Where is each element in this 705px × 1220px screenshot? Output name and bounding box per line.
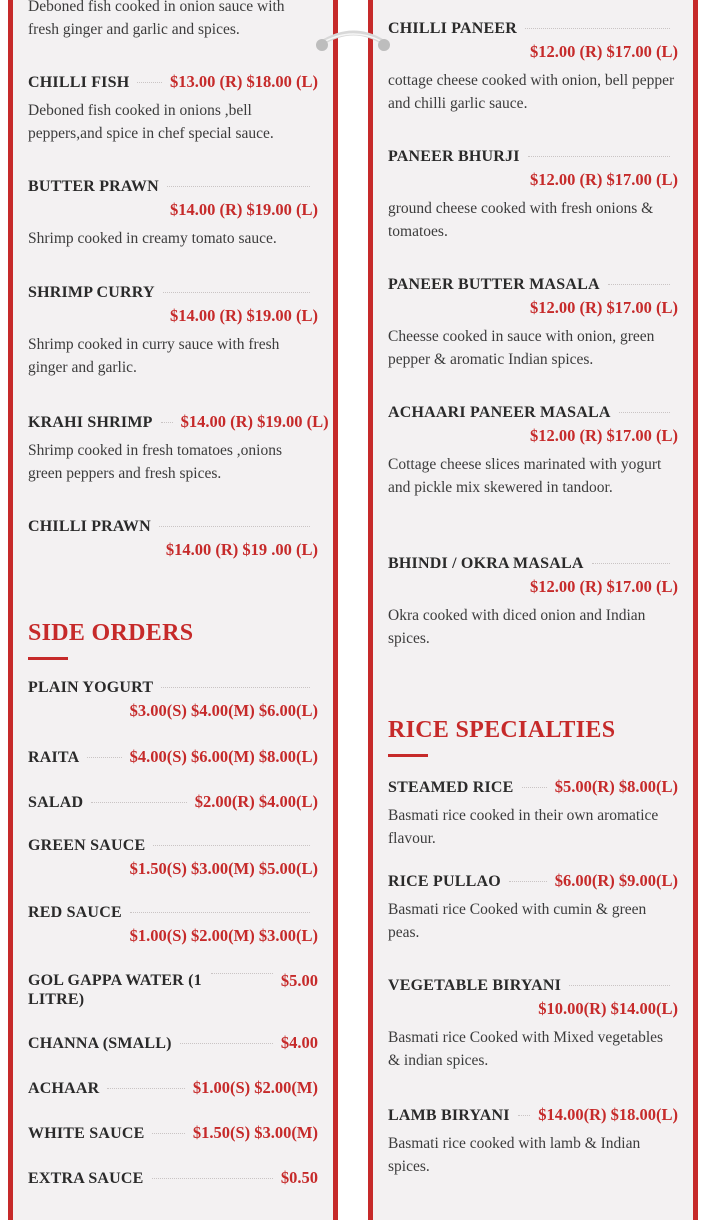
side-item-plain-yogurt — [28, 679, 318, 721]
menu-item-name: GREEN SAUCE — [28, 837, 146, 854]
menu-item-description: Basmati rice cooked with lamb & Indian spices. — [388, 1135, 641, 1175]
menu-item-price: $1.00(S) $2.00(M) — [192, 1078, 318, 1097]
menu-item-price: $5.00(R) $8.00(L) — [554, 777, 678, 796]
menu-item-price: $12.00 (R) $17.00 (L) — [529, 426, 678, 445]
leader-dots — [525, 28, 670, 29]
side-item-extra-sauce — [28, 1168, 318, 1188]
menu-item-chilli-prawn — [28, 518, 318, 560]
side-item-channa-small — [28, 1033, 318, 1053]
menu-item-description: ground cheese cooked with fresh onions & tomatoes. — [388, 200, 654, 240]
side-item-red-sauce — [28, 904, 318, 946]
leader-dots — [528, 156, 670, 157]
menu-item-price: $2.00(R) $4.00(L) — [194, 792, 318, 811]
menu-item-price: $13.00 (R) $18.00 (L) — [169, 72, 318, 91]
menu-column-right — [368, 0, 698, 1220]
menu-item-name: RAITA — [28, 749, 80, 766]
menu-item-description: Basmati rice Cooked with Mixed vegetables & indian spices. — [388, 1029, 664, 1069]
menu-item-price: $10.00(R) $14.00(L) — [538, 999, 678, 1018]
menu-item-name: BUTTER PRAWN — [28, 178, 159, 195]
section-title-side-orders: SIDE ORDERS — [28, 620, 194, 646]
leader-dots — [161, 687, 310, 688]
menu-item-name: SALAD — [28, 794, 84, 811]
section-title-rice-specialties: RICE SPECIALTIES — [388, 717, 616, 743]
leader-dots — [130, 912, 310, 913]
menu-item-description: Basmati rice Cooked with cumin & green peas. — [388, 901, 647, 941]
menu-item-description: Cheesse cooked in sauce with onion, green pepper & aromatic Indian spices. — [388, 328, 655, 368]
menu-item-paneer-butter-masala — [388, 276, 678, 371]
menu-item-price: $12.00 (R) $17.00 (L) — [529, 170, 678, 189]
menu-item-description: Shrimp cooked in fresh tomatoes ,onions green peppers and fresh spices. — [28, 442, 282, 482]
rice-item-vegetable-biryani — [388, 977, 678, 1072]
leader-dots — [180, 1043, 273, 1044]
menu-item-name: PLAIN YOGURT — [28, 679, 154, 696]
menu-item-achaari-paneer-masala — [388, 404, 678, 499]
menu-item-price: $6.00(R) $9.00(L) — [554, 871, 678, 890]
menu-item-price: $12.00 (R) $17.00 (L) — [529, 577, 678, 596]
rice-item-rice-pullao — [388, 871, 678, 944]
menu-item-price: $1.00(S) $2.00(M) $3.00(L) — [129, 926, 318, 945]
menu-item-chilli-paneer — [388, 20, 678, 115]
leader-dots — [569, 985, 670, 986]
leader-dots — [163, 292, 310, 293]
leader-dots — [522, 787, 547, 788]
leader-dots — [619, 412, 670, 413]
side-item-raita — [28, 747, 318, 767]
section-title-underline — [388, 754, 428, 757]
side-item-achaar — [28, 1078, 318, 1098]
menu-item-price: $4.00 — [280, 1033, 318, 1052]
leader-dots — [518, 1115, 531, 1116]
leader-dots — [107, 1088, 184, 1089]
leader-dots — [608, 284, 670, 285]
menu-item-name: RED SAUCE — [28, 904, 122, 921]
menu-item-name: EXTRA SAUCE — [28, 1170, 144, 1187]
leader-dots — [152, 1133, 184, 1134]
menu-item-chilli-fish — [28, 72, 318, 145]
menu-item-description: Shrimp cooked in creamy tomato sauce. — [28, 230, 277, 247]
menu-item-price: $14.00 (R) $19 .00 (L) — [165, 540, 318, 559]
leader-dots — [152, 1178, 273, 1179]
side-item-white-sauce — [28, 1123, 318, 1143]
menu-item-name: ACHAARI PANEER MASALA — [388, 404, 611, 421]
menu-item-description: Cottage cheese slices marinated with yogurt and pickle mix skewered in tandoor. — [388, 456, 662, 496]
menu-item-price: $4.00(S) $6.00(M) $8.00(L) — [129, 747, 318, 766]
menu-item-price: $14.00 (R) $19.00 (L) — [180, 412, 329, 431]
menu-item-name: GOL GAPPA WATER (1 LITRE) — [28, 972, 202, 1008]
menu-item-name: VEGETABLE BIRYANI — [388, 977, 562, 994]
menu-item-name: RICE PULLAO — [388, 873, 501, 890]
menu-item-butter-prawn — [28, 178, 318, 251]
menu-item-description: cottage cheese cooked with onion, bell pepper and chilli garlic sauce. — [388, 72, 675, 112]
menu-item-description: Deboned fish cooked in onions ,bell peppers,and spice in chef special sauce. — [28, 102, 274, 142]
rice-item-lamb-biryani — [388, 1105, 678, 1178]
menu-item-price: $14.00(R) $18.00(L) — [538, 1105, 678, 1124]
side-item-gol-gappa-water — [28, 971, 318, 1009]
section-title-underline — [28, 657, 68, 660]
menu-item-description: Shrimp cooked in curry sauce with fresh ginger and garlic. — [28, 336, 280, 376]
menu-item-name: PANEER BUTTER MASALA — [388, 276, 600, 293]
menu-item-price: $1.50(S) $3.00(M) — [192, 1123, 318, 1142]
menu-item-name: WHITE SAUCE — [28, 1125, 145, 1142]
menu-item-name: BHINDI / OKRA MASALA — [388, 555, 584, 572]
menu-item-krahi-shrimp — [28, 412, 329, 485]
menu-item-paneer-bhurji — [388, 148, 678, 243]
menu-item-price: $3.00(S) $4.00(M) $6.00(L) — [129, 701, 318, 720]
menu-item-name: KRAHI SHRIMP — [28, 414, 153, 431]
menu-item-name: SHRIMP CURRY — [28, 284, 155, 301]
menu-item-name: STEAMED RICE — [388, 779, 514, 796]
leader-dots — [592, 563, 670, 564]
menu-item-name: CHANNA (SMALL) — [28, 1035, 172, 1052]
leader-dots — [509, 881, 547, 882]
leader-dots — [153, 845, 310, 846]
menu-item-name: PANEER BHURJI — [388, 148, 520, 165]
menu-column-left — [8, 0, 338, 1220]
leader-dots — [167, 186, 310, 187]
side-item-salad — [28, 792, 318, 812]
menu-item-price: $1.50(S) $3.00(M) $5.00(L) — [129, 859, 318, 878]
rice-item-steamed-rice — [388, 777, 678, 850]
menu-item-price: $14.00 (R) $19.00 (L) — [169, 200, 318, 219]
menu-item-name: ACHAAR — [28, 1080, 100, 1097]
menu-item-name: LAMB BIRYANI — [388, 1107, 510, 1124]
menu-item-name: CHILLI PANEER — [388, 20, 517, 37]
menu-item-price: $12.00 (R) $17.00 (L) — [529, 42, 678, 61]
menu-item-price: $5.00 — [280, 971, 318, 990]
leader-dots — [91, 802, 186, 803]
menu-item-description: Okra cooked with diced onion and Indian spices. — [388, 607, 646, 647]
side-item-green-sauce — [28, 837, 318, 879]
leader-dots — [87, 757, 121, 758]
leader-dots — [161, 422, 173, 423]
menu-item-name: CHILLI FISH — [28, 74, 130, 91]
leader-dots — [137, 82, 162, 83]
menu-item-bhindi-okra-masala — [388, 555, 678, 650]
menu-item-price: $12.00 (R) $17.00 (L) — [529, 298, 678, 317]
menu-item-price: $14.00 (R) $19.00 (L) — [169, 306, 318, 325]
leader-dots — [159, 526, 310, 527]
menu-item-shrimp-curry — [28, 284, 318, 379]
binder-ring-icon — [314, 24, 394, 58]
menu-item-price: $0.50 — [280, 1168, 318, 1187]
menu-item-name: CHILLI PRAWN — [28, 518, 151, 535]
leader-dots — [211, 973, 273, 974]
menu-item-description: Basmati rice cooked in their own aromatice flavour. — [388, 807, 659, 847]
menu-item-description: Deboned fish cooked in onion sauce with fresh ginger and garlic and spices. — [28, 0, 285, 38]
